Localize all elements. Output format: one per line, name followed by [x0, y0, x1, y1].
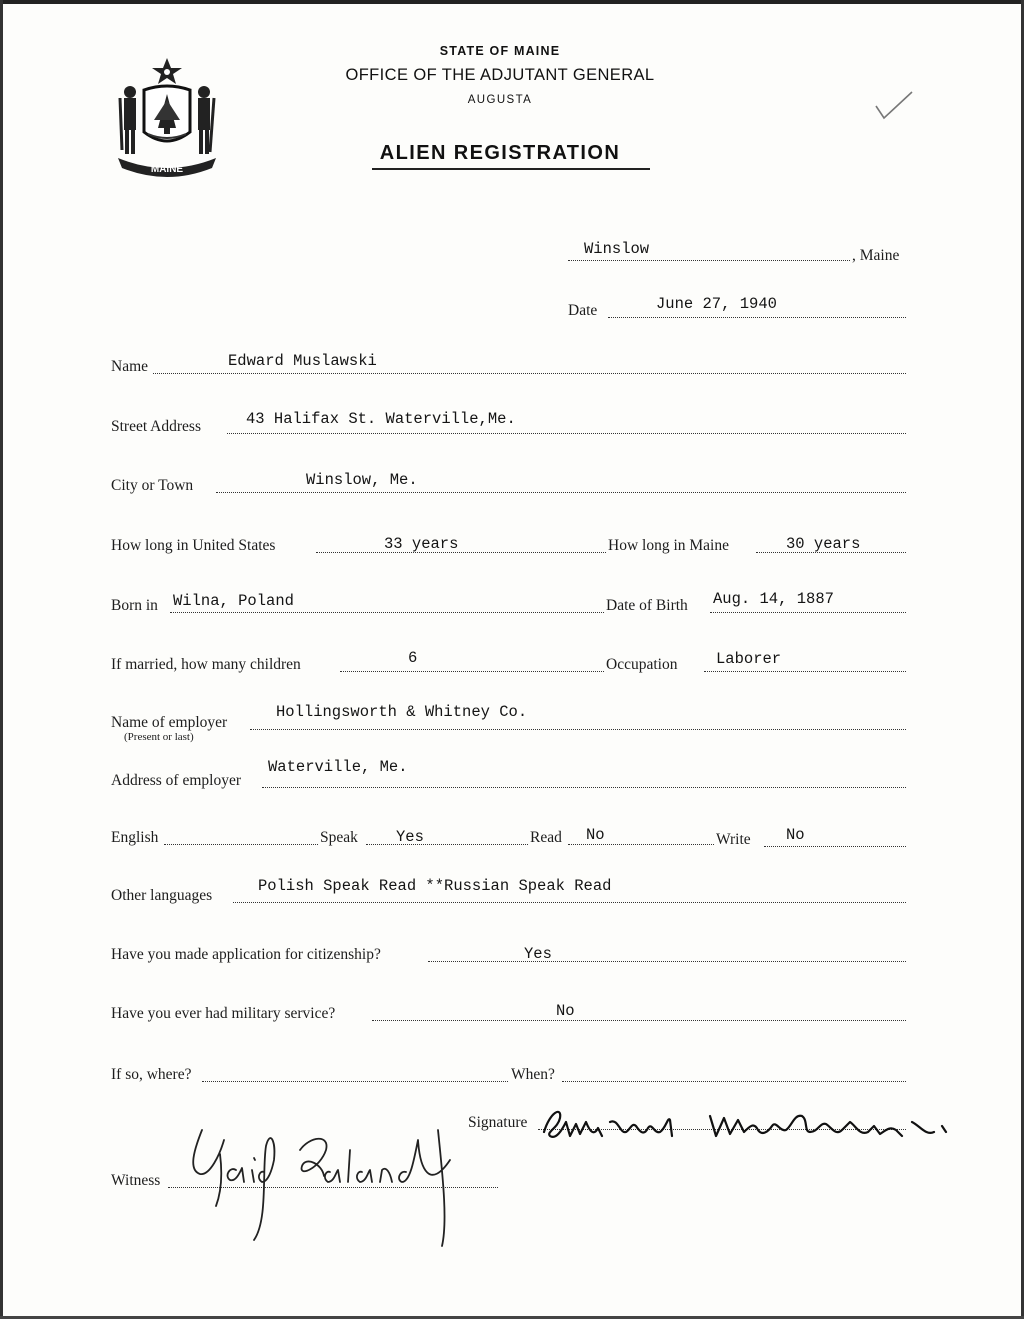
us-duration-label: How long in United States — [111, 537, 276, 554]
read-line — [568, 844, 714, 845]
occupation-value: Laborer — [716, 650, 782, 668]
employer-address-line — [262, 787, 906, 788]
header-state: STATE OF MAINE — [439, 44, 561, 58]
dob-value: Aug. 14, 1887 — [713, 590, 834, 608]
scan-edge-left — [0, 0, 3, 1319]
registrant-signature — [540, 1092, 980, 1162]
birthplace-value: Wilna, Poland — [173, 592, 294, 610]
employer-address-value: Waterville, Me. — [268, 758, 408, 776]
military-value: No — [556, 1002, 575, 1020]
town-value: Winslow — [584, 240, 650, 258]
town-suffix: , Maine — [852, 247, 900, 264]
when-line — [562, 1081, 906, 1082]
checkmark-icon — [872, 88, 916, 122]
employer-label: Name of employer — [111, 714, 228, 731]
title-underline — [372, 168, 650, 170]
speak-label: Speak — [320, 829, 358, 846]
other-languages-line — [233, 902, 906, 903]
military-line — [372, 1020, 906, 1021]
us-duration-value: 33 years — [384, 535, 459, 553]
children-line — [340, 671, 604, 672]
english-line — [164, 844, 318, 845]
date-line — [608, 317, 906, 318]
write-label: Write — [716, 831, 751, 848]
employer-line — [250, 729, 906, 730]
scan-edge-top — [0, 0, 1024, 4]
us-duration-line — [316, 552, 606, 553]
date-value: June 27, 1940 — [656, 295, 777, 313]
speak-line — [366, 844, 528, 845]
citizenship-value: Yes — [524, 945, 552, 963]
header-office: OFFICE OF THE ADJUTANT GENERAL — [345, 66, 655, 84]
children-label: If married, how many children — [111, 656, 301, 673]
employer-address-label: Address of employer — [111, 772, 241, 789]
maine-duration-value: 30 years — [786, 535, 861, 553]
occupation-label: Occupation — [606, 656, 678, 673]
read-label: Read — [530, 829, 562, 846]
military-label: Have you ever had military service? — [111, 1005, 336, 1022]
city-value: Winslow, Me. — [306, 471, 418, 489]
occupation-line — [704, 671, 906, 672]
street-line — [227, 433, 906, 434]
other-languages-label: Other languages — [111, 887, 213, 904]
citizenship-label: Have you made application for citizenship? — [111, 946, 381, 963]
witness-label: Witness — [111, 1172, 161, 1189]
header-city: AUGUSTA — [467, 94, 533, 106]
street-label: Street Address — [111, 418, 201, 435]
children-value: 6 — [408, 649, 418, 667]
write-line — [764, 846, 906, 847]
signature-label: Signature — [468, 1114, 528, 1131]
read-value: No — [586, 826, 605, 844]
dob-line — [710, 612, 906, 613]
witness-signature — [180, 1110, 500, 1250]
write-value: No — [786, 826, 805, 844]
city-line — [216, 492, 906, 493]
name-line — [153, 373, 906, 374]
speak-value: Yes — [396, 828, 424, 846]
birthplace-label: Born in — [111, 597, 158, 614]
employer-value: Hollingsworth & Whitney Co. — [276, 703, 528, 721]
employer-sublabel: (Present or last) — [124, 731, 194, 743]
when-label: When? — [511, 1066, 555, 1083]
town-line — [568, 260, 850, 261]
other-languages-value: Polish Speak Read **Russian Speak Read — [258, 877, 612, 895]
name-value: Edward Muslawski — [228, 352, 377, 370]
where-label: If so, where? — [111, 1066, 192, 1083]
date-label: Date — [568, 302, 598, 319]
city-label: City or Town — [111, 477, 194, 494]
dob-label: Date of Birth — [606, 597, 688, 614]
street-value: 43 Halifax St. Waterville,Me. — [246, 410, 516, 428]
seal-motto: MAINE — [150, 164, 184, 175]
where-line — [202, 1081, 508, 1082]
form-title: ALIEN REGISTRATION — [379, 142, 621, 164]
citizenship-line — [428, 961, 906, 962]
name-label: Name — [111, 358, 149, 375]
birthplace-line — [170, 612, 604, 613]
maine-duration-label: How long in Maine — [608, 537, 729, 554]
english-label: English — [111, 829, 159, 846]
